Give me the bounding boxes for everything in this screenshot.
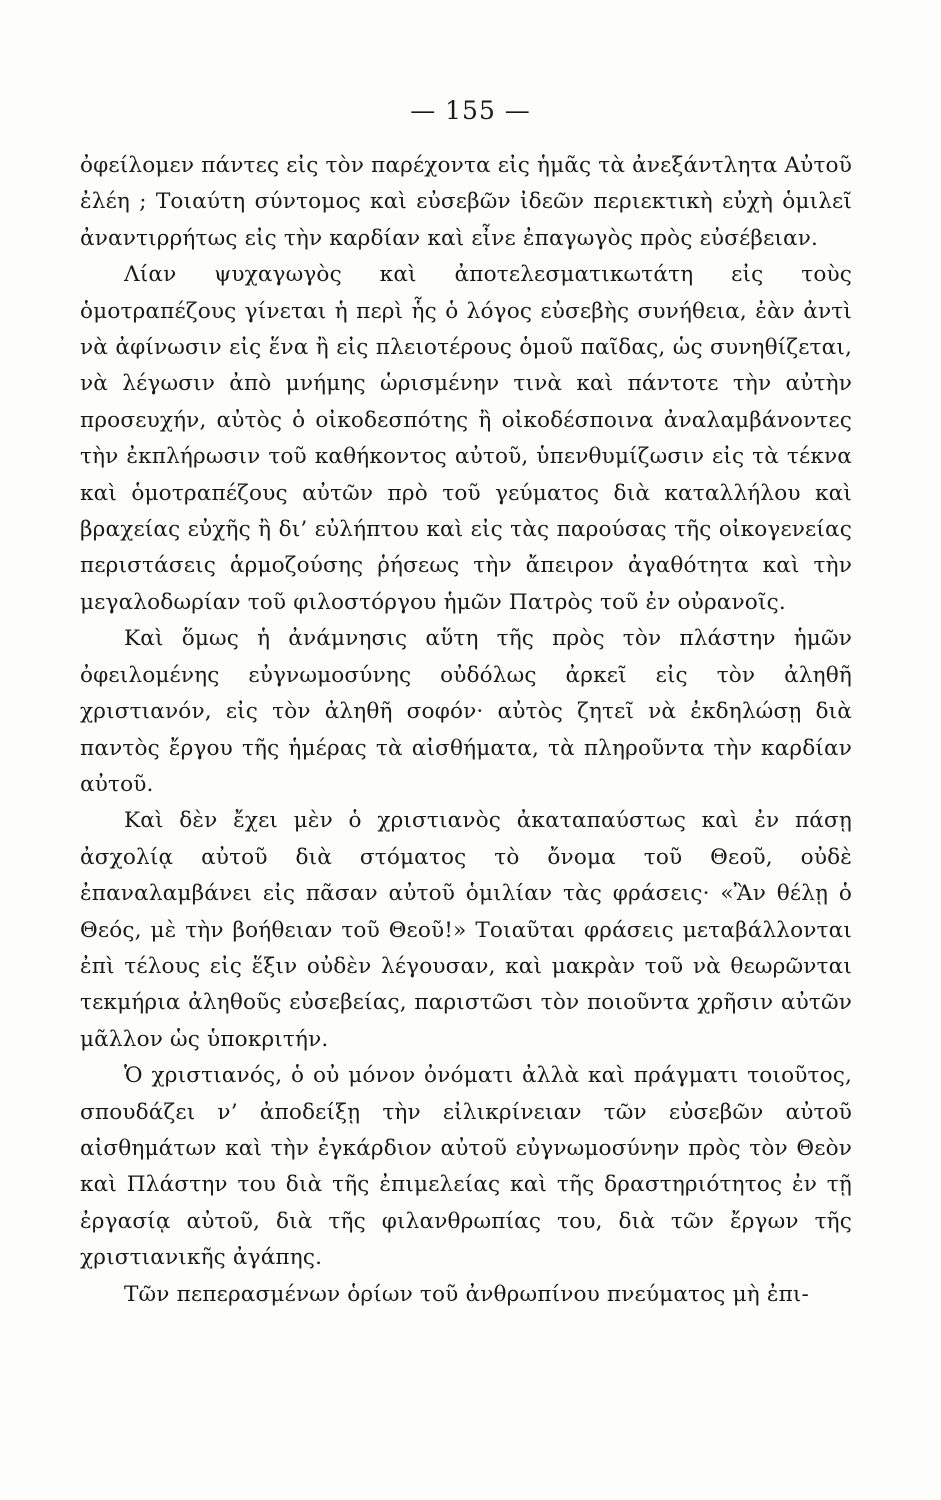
paragraph-1: ὀφείλομεν πάντες εἰς τὸν παρέχοντα εἰς ἡμᾶς τὰ ἀνεξάντλητα Αὐτοῦ ἐλέη ; Τοιαύτη σύντομος καὶ εὐσεβῶν ἰδεῶν περιεκτικὴ εὐχὴ ὁμιλεῖ ἀναντιρρήτως εἰς τὴν καρδίαν καὶ εἶνε ἐπαγωγὸς πρὸς εὐσέβειαν.	[80, 153, 852, 251]
paragraph-2: Λίαν ψυχαγωγὸς καὶ ἀποτελεσματικωτάτη εἰς τοὺς ὁμοτραπέζους γίνεται ἡ περὶ ἧς ὁ λόγος εὐσεβὴς συνήθεια, ἐὰν ἀντὶ νὰ ἀφίνωσιν εἰς ἕνα ἢ εἰς πλειοτέρους ὁμοῦ παῖδας, ὡς συνηθίζεται, νὰ λέγωσιν ἀπὸ μνήμης ὡρισμένην τινὰ καὶ πάντοτε τὴν αὐτὴν προσευχήν, αὐτὸς ὁ οἰκοδεσπότης ἢ οἰκοδέσποινα ἀναλαμβάνοντες τὴν ἐκπλήρωσιν τοῦ καθήκοντος αὐτοῦ, ὑπενθυμίζωσιν εἰς τὰ τέκνα καὶ ὁμοτραπέζους αὐτῶν πρὸ τοῦ γεύματος διὰ καταλλήλου καὶ βραχείας εὐχῆς ἢ δι’ εὐλήπτου καὶ εἰς τὰς παρούσας τῆς οἰκογενείας περιστάσεις ἁρμοζούσης ῥήσεως τὴν ἄπειρον ἀγαθότητα καὶ τὴν μεγαλοδωρίαν τοῦ φιλοστόργου ἡμῶν Πατρὸς τοῦ ἐν οὐρανοῖς.	[80, 262, 852, 615]
body-text	[80, 148, 852, 1313]
page-number: — 155 —	[410, 96, 531, 125]
paragraph-4: Καὶ δὲν ἔχει μὲν ὁ χριστιανὸς ἀκαταπαύστως καὶ ἐν πάσῃ ἀσχολίᾳ αὐτοῦ διὰ στόματος τὸ ὄνομα τοῦ Θεοῦ, οὐδὲ ἐπαναλαμβάνει εἰς πᾶσαν αὐτοῦ ὁμιλίαν τὰς φράσεις· «Ἂν θέλῃ ὁ Θεός, μὲ τὴν βοήθειαν τοῦ Θεοῦ!» Τοιαῦται φράσεις μεταβάλλονται ἐπὶ τέλους εἰς ἕξιν οὐδὲν λέγουσαν, καὶ μακρὰν τοῦ νὰ θεωρῶνται τεκμήρια ἀληθοῦς εὐσεβείας, παριστῶσι τὸν ποιοῦντα χρῆσιν αὐτῶν μᾶλλον ὡς ὑποκριτήν.	[80, 808, 852, 1052]
paragraph-5: Ὁ χριστιανός, ὁ οὐ μόνον ὀνόματι ἀλλὰ καὶ πράγματι τοιοῦτος, σπουδάζει ν’ ἀποδείξῃ τὴν εἰλικρίνειαν τῶν εὐσεβῶν αὐτοῦ αἰσθημάτων καὶ τὴν ἐγκάρδιον αὐτοῦ εὐγνωμοσύνην πρὸς τὸν Θεὸν καὶ Πλάστην του διὰ τῆς ἐπιμελείας καὶ τῆς δραστηριότητος ἐν τῇ ἐργασίᾳ αὐτοῦ, διὰ τῆς φιλανθρωπίας του, διὰ τῶν ἔργων τῆς χριστιανικῆς ἀγάπης.	[80, 1063, 852, 1271]
paragraph-6: Τῶν πεπερασμένων ὁρίων τοῦ ἀνθρωπίνου πνεύματος μὴ ἐπι-	[124, 1281, 809, 1307]
paragraph-3: Καὶ ὅμως ἡ ἀνάμνησις αὕτη τῆς πρὸς τὸν πλάστην ἡμῶν ὀφειλομένης εὐγνωμοσύνης οὐδόλως ἀρκεῖ εἰς τὸν ἀληθῆ χριστιανόν, εἰς τὸν ἀληθῆ σοφόν· αὐτὸς ζητεῖ νὰ ἐκδηλώσῃ διὰ παντὸς ἔργου τῆς ἡμέρας τὰ αἰσθήματα, τὰ πληροῦντα τὴν καρδίαν αὐτοῦ.	[80, 626, 852, 797]
